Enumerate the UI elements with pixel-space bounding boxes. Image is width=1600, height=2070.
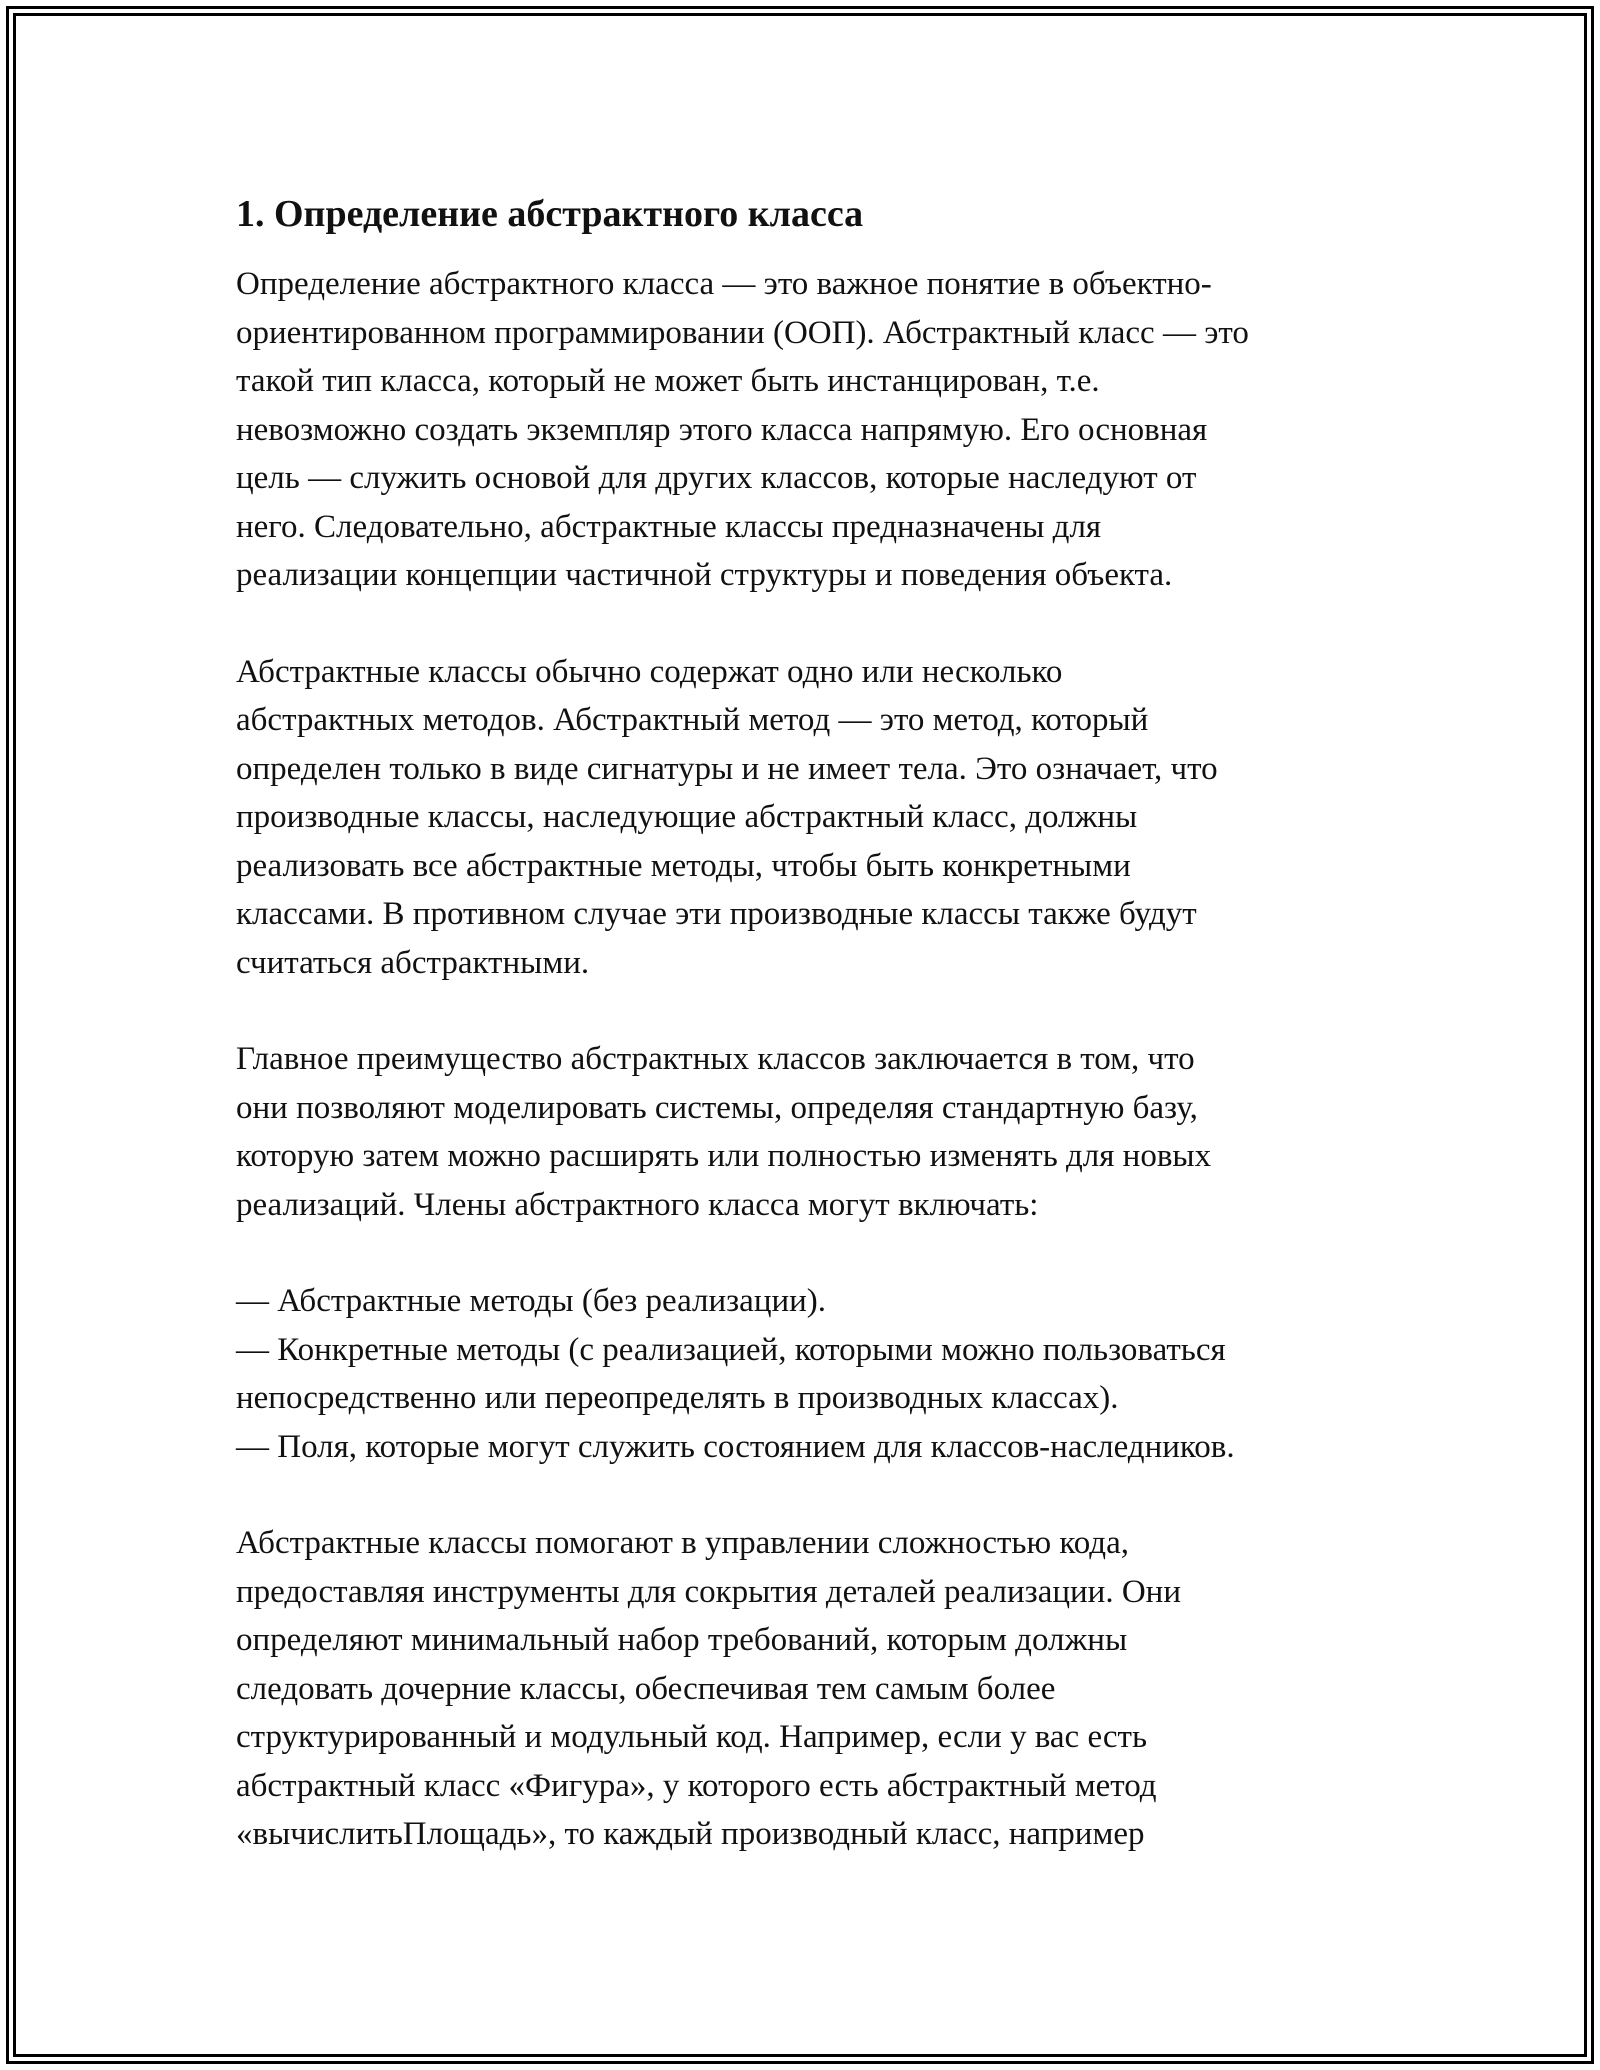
text-line: Абстрактные классы помогают в управлении сложностью кода, — [236, 1525, 1129, 1561]
text-line: такой тип класса, который не может быть инстанцирован, т.е. — [236, 363, 1100, 399]
paragraph-definition — [236, 260, 1406, 600]
text-line: предоставляя инструменты для сокрытия деталей реализации. Они — [236, 1573, 1181, 1610]
section-heading: 1. Определение абстрактного класса — [236, 193, 864, 235]
document-body — [236, 188, 1406, 1907]
text-line: реализаций. Члены абстрактного класса могут включать: — [236, 1186, 1039, 1223]
list-item: — Абстрактные методы (без реализации). — [236, 1283, 827, 1319]
text-line: Абстрактные классы обычно содержат одно или несколько — [236, 653, 1063, 690]
text-line: считаться абстрактными. — [236, 944, 590, 981]
text-line: цель — служить основой для других классов, которые наследуют от — [236, 460, 1197, 496]
text-line: определяют минимальный набор требований, которым должны — [236, 1622, 1128, 1658]
text-line: невозможно создать экземпляр этого класса напрямую. Его основная — [236, 411, 1208, 448]
text-line: классами. В противном случае эти производные классы также будут — [236, 896, 1197, 932]
text-line: него. Следовательно, абстрактные классы предназначены для — [236, 508, 1102, 545]
text-line: структурированный и модульный код. Например, если у вас есть — [236, 1719, 1148, 1755]
list-item: — Поля, которые могут служить состоянием для классов-наследников. — [236, 1428, 1235, 1465]
text-line: они позволяют моделировать системы, определяя стандартную базу, — [236, 1089, 1198, 1126]
paragraph-abstract-methods — [236, 648, 1406, 988]
text-line: ориентированном программировании (ООП). Абстрактный класс — это — [236, 314, 1249, 351]
text-line: реализации концепции частичной структуры и поведения объекта. — [236, 557, 1173, 593]
text-line: определен только в виде сигнатуры и не имеет тела. Это означает, что — [236, 750, 1218, 787]
text-line: абстрактных методов. Абстрактный метод — это метод, который — [236, 702, 1149, 738]
text-line: Главное преимущество абстрактных классов заключается в том, что — [236, 1041, 1195, 1077]
text-line: абстрактный класс «Фигура», у которого есть абстрактный метод — [236, 1767, 1157, 1804]
paragraph-advantages — [236, 1035, 1406, 1229]
text-line: производные классы, наследующие абстрактный класс, должны — [236, 799, 1138, 835]
text-line: реализовать все абстрактные методы, чтобы быть конкретными — [236, 847, 1131, 884]
text-line: следовать дочерние классы, обеспечивая тем самым более — [236, 1670, 1056, 1707]
paragraph-complexity — [236, 1519, 1406, 1859]
list-item: — Конкретные методы (с реализацией, которыми можно пользоваться — [236, 1331, 1226, 1368]
list-item-continuation: непосредственно или переопределять в производных классах). — [236, 1380, 1119, 1416]
members-list — [236, 1277, 1406, 1471]
text-line: «вычислитьПлощадь», то каждый производный класс, например — [236, 1816, 1145, 1852]
text-line: Определение абстрактного класса — это важное понятие в объектно- — [236, 266, 1212, 302]
text-line: которую затем можно расширять или полностью изменять для новых — [236, 1138, 1212, 1174]
